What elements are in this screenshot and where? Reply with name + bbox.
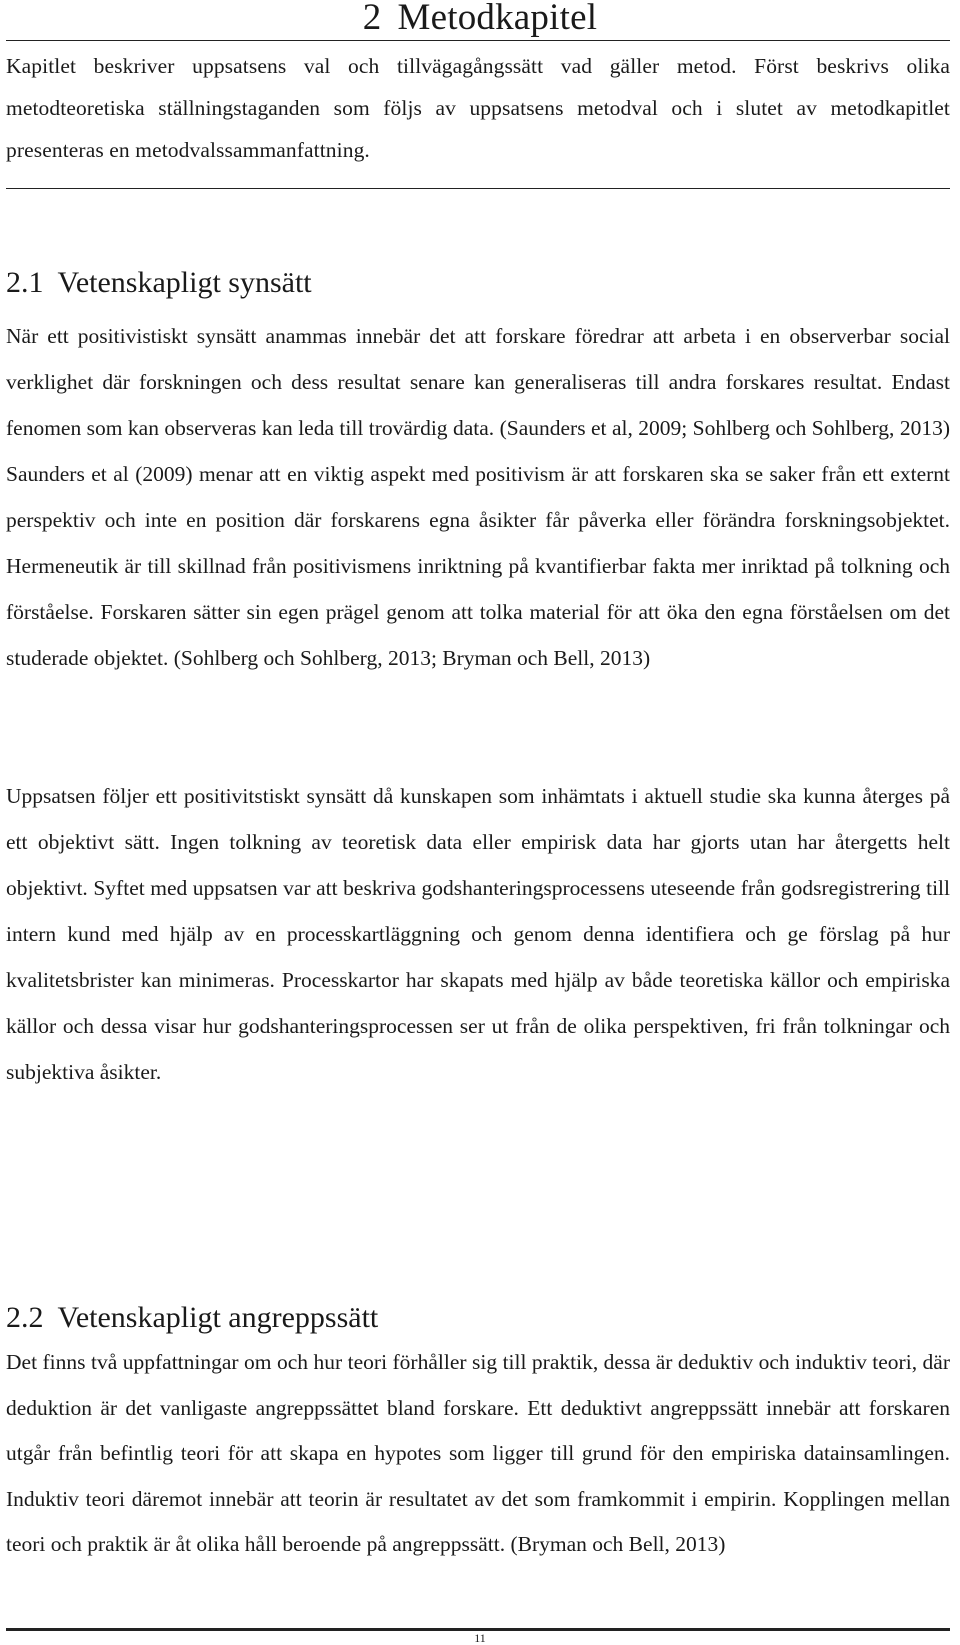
chapter-title bbox=[0, 0, 960, 40]
section-heading-2-1 bbox=[6, 263, 312, 303]
chapter-intro-text: Kapitlet beskriver uppsatsens val och tillvägagångssätt vad gäller metod. Först beskrivs olika metodteoretiska ställningstaganden som följs av uppsatsens metodval och i slutet av metodkapitlet presenteras en metodvalssammanfattning. bbox=[6, 54, 950, 162]
chapter-intro-box bbox=[6, 40, 950, 171]
section-number: 2.2 bbox=[6, 1301, 44, 1334]
section-title: Vetenskapligt angreppssätt bbox=[57, 1301, 379, 1334]
section-title: Vetenskapligt synsätt bbox=[57, 266, 312, 299]
chapter-number: 2 bbox=[362, 0, 382, 38]
body-paragraph: Det finns två uppfattningar om och hur teori förhåller sig till praktik, dessa är deduktiv och induktiv teori, där deduktion är det vanligaste angreppssättet bland forskare. Ett deduktivt angreppssätt innebär att forskaren utgår från befintlig teori för att skapa en hypotes som ligger till grund för den empiriska datainsamlingen. Induktiv teori däremot innebär att teorin är resultatet av det som framkommit i empirin. Kopplingen mellan teori och praktik är åt olika håll beroende på angreppssätt. (Bryman och Bell, 2013) bbox=[6, 1350, 950, 1556]
chapter-title-text: Metodkapitel bbox=[397, 0, 598, 38]
section-heading-2-2 bbox=[6, 1298, 378, 1338]
body-paragraph: När ett positivistiskt synsätt anammas innebär det att forskare föredrar att arbeta i en observerbar social verklighet där forskningen och dess resultat senare kan generaliseras till andra forskares resultat. Endast fenomen som kan observeras kan leda till trovärdig data. (Saunders et al, 2009; Sohlberg och Sohlberg, 2013) Saunders et al (2009) menar att en viktig aspekt med positivism är att forskaren ska se saker från ett externt perspektiv och inte en position där forskarens egna åsikter får påverka eller förändra forskningsobjektet. Hermeneutik är till skillnad från positivismens inriktning på kvantifierbar fakta mer inriktad på tolkning och förståelse. Forskaren sätter sin egen prägel genom att tolka material för att öka den egna förståelsen om det studerade objektet. (Sohlberg och Sohlberg, 2013; Bryman och Bell, 2013) bbox=[6, 324, 950, 670]
section-number: 2.1 bbox=[6, 266, 44, 299]
intro-divider bbox=[6, 188, 950, 189]
page-number: 11 bbox=[474, 1631, 486, 1645]
body-paragraph: Uppsatsen följer ett positivitstiskt synsätt då kunskapen som inhämtats i aktuell studie ska kunna återges på ett objektivt sätt. Ingen tolkning av teoretisk data eller empirisk data har gjorts utan har återgetts helt objektivt. Syftet med uppsatsen var att beskriva godshanteringsprocessens uteseende från godsregistrering till intern kund med hjälp av en processkartläggning och genom denna identifiera och ge förslag på hur kvalitetsbrister kan minimeras. Processkartor har skapats med hjälp av både teoretiska källor och empiriska källor och dessa visar hur godshanteringsprocessen ser ut från de olika perspektiven, fri från tolkningar och subjektiva åsikter. bbox=[6, 784, 950, 1084]
